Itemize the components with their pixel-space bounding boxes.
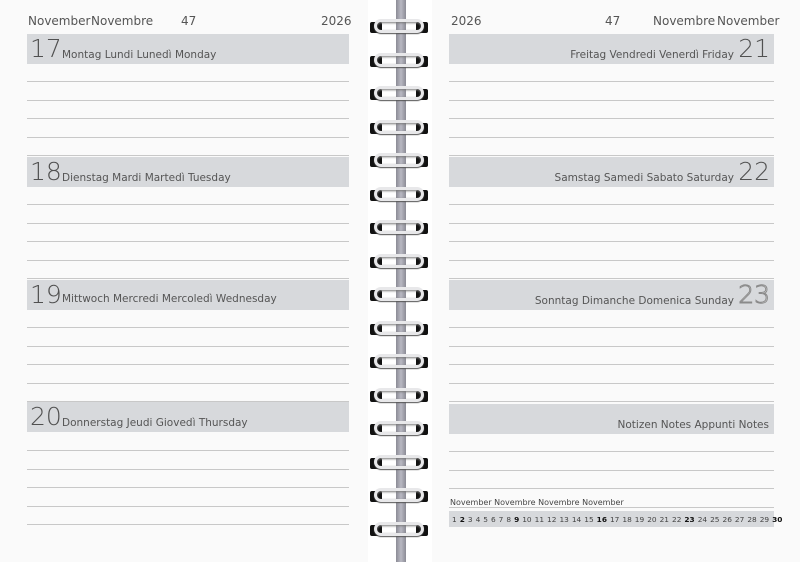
mini-calendar-day: 10 [522, 514, 532, 524]
day-names: Dienstag Mardi Martedì Tuesday [62, 172, 231, 184]
day-band-18 [27, 157, 349, 187]
writing-line [27, 137, 349, 138]
right-header-week: 47 [605, 14, 621, 28]
day-number: 20 [30, 402, 62, 431]
mini-calendar-day: 18 [622, 514, 632, 524]
writing-line [27, 487, 349, 488]
spiral-ring [370, 321, 428, 337]
mini-calendar-day: 25 [710, 514, 720, 524]
spiral-ring [370, 153, 428, 169]
day-band-22 [449, 157, 774, 187]
writing-line [449, 260, 774, 261]
mini-calendar-day: 21 [659, 514, 669, 524]
writing-line [27, 223, 349, 224]
mini-calendar-day: 30 [772, 514, 783, 524]
mini-calendar-day: 16 [596, 514, 607, 524]
notes-label: Notizen Notes Appunti Notes [617, 419, 769, 431]
writing-line [449, 118, 774, 119]
spiral-ring [370, 120, 428, 136]
writing-line [449, 137, 774, 138]
writing-line [27, 383, 349, 384]
mini-calendar-day: 23 [684, 514, 695, 524]
day-names: Montag Lundi Lunedì Monday [62, 49, 217, 61]
left-header-month-fr: Novembre [91, 14, 154, 28]
writing-line [449, 100, 774, 101]
day-number: 17 [30, 34, 62, 63]
day-number: 19 [30, 280, 62, 309]
day-number: 22 [738, 157, 770, 186]
day-number: 21 [738, 34, 770, 63]
day-band-19 [27, 280, 349, 310]
writing-line [449, 81, 774, 82]
mini-calendar-day: 6 [490, 514, 496, 524]
writing-line [449, 470, 774, 471]
mini-calendar-day: 11 [534, 514, 545, 524]
writing-line [27, 346, 349, 347]
binding-shadow [396, 0, 406, 562]
writing-line [449, 155, 774, 156]
writing-line [449, 346, 774, 347]
spiral-ring [370, 354, 428, 370]
day-number-sunday: 23 [738, 280, 770, 309]
day-names: Freitag Vendredi Venerdì Friday [570, 49, 734, 61]
writing-line [449, 383, 774, 384]
writing-line [449, 204, 774, 205]
mini-calendar-title: November Novembre Novembre November [450, 498, 624, 507]
day-names: Sonntag Dimanche Domenica Sunday [534, 295, 734, 307]
mini-calendar-day: 12 [547, 514, 557, 524]
spiral-ring [370, 421, 428, 437]
right-header-month-fr: Novembre [653, 14, 716, 28]
spiral-ring [370, 287, 428, 303]
spiral-ring [370, 388, 428, 404]
mini-calendar-day: 3 [467, 514, 473, 524]
right-header-month-de: November [717, 14, 780, 28]
day-band-17 [27, 34, 349, 64]
writing-line [27, 401, 349, 402]
spiral-ring [370, 86, 428, 102]
writing-line [449, 278, 774, 279]
mini-calendar-day: 24 [697, 514, 708, 524]
writing-line [27, 278, 349, 279]
spiral-ring [370, 455, 428, 471]
right-header-year: 2026 [451, 14, 482, 28]
spiral-ring [370, 187, 428, 203]
mini-calendar-day: 13 [559, 514, 569, 524]
day-band-23 [449, 280, 774, 310]
mini-calendar-day: 8 [506, 514, 512, 524]
writing-line [27, 81, 349, 82]
mini-calendar-day: 7 [498, 514, 504, 524]
spiral-ring [370, 19, 428, 35]
writing-line [27, 241, 349, 242]
writing-line [449, 401, 774, 402]
writing-line [27, 100, 349, 101]
mini-calendar-day: 1 [452, 514, 457, 524]
spiral-ring [370, 254, 428, 270]
writing-line [449, 364, 774, 365]
mini-calendar-day: 22 [672, 514, 682, 524]
left-header-month-de: November [28, 14, 91, 28]
mini-calendar-day: 27 [734, 514, 745, 524]
day-band-20 [27, 402, 349, 432]
day-names: Mittwoch Mercredi Mercoledì Wednesday [62, 293, 277, 305]
notes-band [449, 404, 774, 434]
day-names: Donnerstag Jeudi Giovedì Thursday [62, 417, 248, 429]
writing-line [27, 204, 349, 205]
writing-line [449, 223, 774, 224]
mini-calendar [449, 511, 783, 527]
writing-line [27, 327, 349, 328]
writing-line [27, 469, 349, 470]
mini-calendar-day: 19 [634, 514, 645, 524]
mini-calendar-day: 20 [647, 514, 657, 524]
mini-calendar-day: 15 [584, 514, 594, 524]
mini-calendar-day: 4 [475, 514, 481, 524]
mini-calendar-day: 17 [609, 514, 620, 524]
writing-line [27, 118, 349, 119]
mini-calendar-day: 5 [483, 514, 488, 524]
day-band-21 [449, 34, 774, 64]
writing-line [27, 524, 349, 525]
writing-line [449, 488, 774, 489]
writing-line [27, 260, 349, 261]
left-header-year: 2026 [321, 14, 352, 28]
writing-line [27, 155, 349, 156]
mini-calendar-day: 29 [759, 514, 770, 524]
mini-calendar-day: 14 [571, 514, 582, 524]
spiral-ring [370, 220, 428, 236]
left-header-week: 47 [181, 14, 197, 28]
writing-line [449, 241, 774, 242]
mini-calendar-day: 9 [514, 514, 520, 524]
spiral-ring [370, 53, 428, 69]
spiral-ring [370, 522, 428, 538]
writing-line [27, 364, 349, 365]
writing-line [27, 450, 349, 451]
mini-calendar-day: 2 [459, 514, 465, 524]
day-names: Samstag Samedi Sabato Saturday [554, 172, 734, 184]
day-number: 18 [30, 157, 62, 186]
writing-line [449, 451, 774, 452]
spiral-ring [370, 488, 428, 504]
mini-calendar-day: 28 [747, 514, 757, 524]
writing-line [449, 327, 774, 328]
mini-calendar-day: 26 [722, 514, 732, 524]
writing-line [27, 506, 349, 507]
